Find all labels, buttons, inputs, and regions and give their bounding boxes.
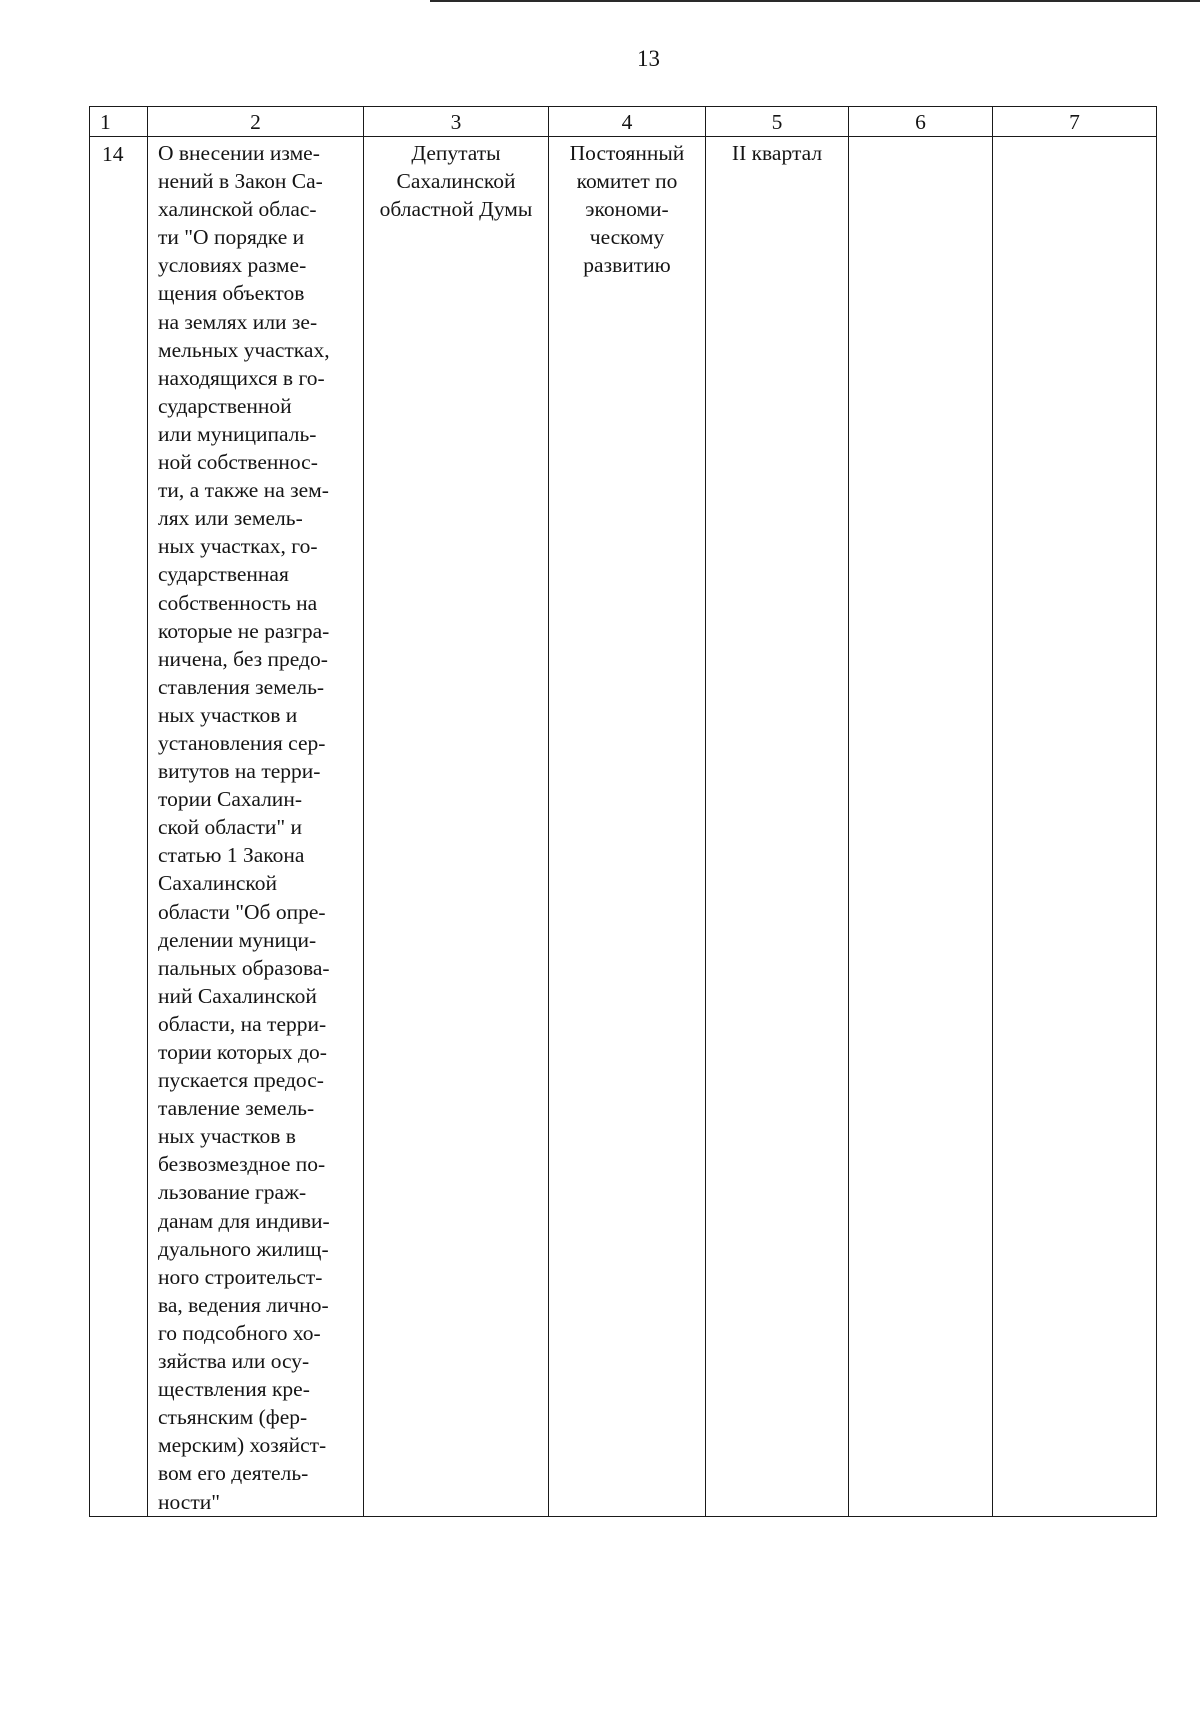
row-description: О внесении изме- нений в Закон Са- халинской облас- ти "О порядке и условиях разме- щения объектов на землях или зе- мельных участках, находящихся в го- сударственной или муниципаль- ной собственнос- ти, а также на зем- лях или земель- ных участках, го- сударственная собственность на которые не разгра- ничена, без предо- ставления земель- ных участков и установления сер- витутов на терри- тории Сахалин- ской области" и статью 1 Закона Сахалинской области "Об опре- делении муници- пальных образова- ний Сахалинской области, на терри- тории которых до- пускается предос- тавление земель- ных участков в безвозмездное по- льзование граж- данам для индиви- дуального жилищ- ного строительст- ва, ведения лично- го подсобного хо- зяйства или осу- ществления кре- стьянским (фер- мерским) хозяйст- вом его деятель- ности" [158, 141, 330, 1514]
top-border-line [430, 0, 1200, 2]
header-col-7: 7 [993, 107, 1157, 137]
header-col-3: 3 [364, 107, 549, 137]
header-col-4: 4 [549, 107, 706, 137]
page-number: 13 [637, 46, 660, 71]
row-description-cell [148, 137, 364, 1517]
row-term: II квартал [706, 137, 849, 1517]
row-number: 14 [90, 137, 148, 1517]
table-header-row [90, 107, 1157, 137]
header-col-2: 2 [148, 107, 364, 137]
row-col-7 [993, 137, 1157, 1517]
table-row [90, 137, 1157, 1517]
header-col-5: 5 [706, 107, 849, 137]
row-responsible: Постоянный комитет по экономи- ческому развитию [549, 137, 706, 1517]
row-initiator: Депутаты Сахалинской областной Думы [364, 137, 549, 1517]
row-col-6 [849, 137, 993, 1517]
header-col-6: 6 [849, 107, 993, 137]
plan-table [89, 106, 1157, 1517]
header-col-1: 1 [90, 107, 148, 137]
